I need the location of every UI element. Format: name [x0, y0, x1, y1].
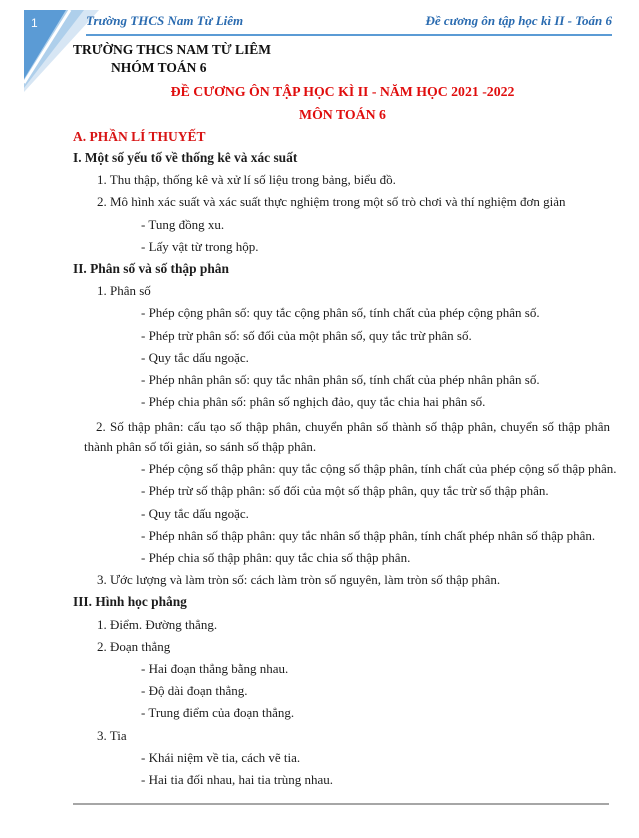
sub-item: - Quy tắc dấu ngoặc.	[141, 505, 249, 521]
sub-item: - Phép cộng số thập phân: quy tắc cộng số thập phân, tính chất của phép cộng số thập phân.	[141, 461, 617, 477]
sub-item: - Phép trừ phân số: số đối của một phân số, quy tắc trừ phân số.	[141, 327, 472, 343]
list-item: 2. Mô hình xác suất và xác suất thực nghiệm trong một số trò chơi và thí nghiệm đơn giản	[97, 194, 566, 210]
document-body	[0, 150, 639, 794]
header-doc-name: Đề cương ôn tập học kì II - Toán 6	[425, 13, 612, 28]
document-subject: MÔN TOÁN 6	[299, 107, 386, 122]
sub-item: - Tung đồng xu.	[141, 216, 225, 232]
sub-item: - Lấy vật từ trong hộp.	[141, 238, 259, 254]
section-heading: I. Một số yếu tố về thống kê và xác suất	[73, 150, 298, 165]
page-number-badge: 1	[31, 16, 38, 30]
sub-item: - Khái niệm về tia, cách vẽ tia.	[141, 749, 301, 765]
school-title-line1: TRƯỜNG THCS NAM TỪ LIÊM	[73, 42, 272, 57]
footer-rule	[73, 803, 609, 805]
list-item: 3. Tia	[97, 727, 127, 743]
list-item: 1. Phân số	[97, 283, 151, 299]
header-school-name: Trường THCS Nam Từ Liêm	[86, 13, 244, 28]
sub-item: - Phép chia số thập phân: quy tắc chia số thập phân.	[141, 550, 411, 565]
sub-item: - Độ dài đoạn thẳng.	[141, 683, 248, 699]
list-item: 2. Đoạn thẳng	[97, 638, 171, 654]
sub-item: - Phép trừ số thập phân: số đối của một số thập phân, quy tắc trừ số thập phân.	[141, 483, 549, 499]
list-item: 1. Điểm. Đường thẳng.	[97, 616, 218, 632]
school-title-line2: NHÓM TOÁN 6	[111, 60, 207, 75]
paragraph: 2. Số thập phân: cấu tạo số thập phân, chuyển phân số thành số thập phân, chuyển số thập phân thành phân số tối giản, so sánh số thập phân.	[84, 419, 610, 454]
sub-item: - Phép nhân phân số: quy tắc nhân phân số, tính chất của phép nhân phân số.	[141, 371, 540, 387]
document-title: ĐỀ CƯƠNG ÔN TẬP HỌC KÌ II - NĂM HỌC 2021 -2022	[170, 84, 515, 99]
running-header	[86, 13, 612, 29]
sub-item: - Hai tia đối nhau, hai tia trùng nhau.	[141, 771, 334, 787]
sub-item: - Phép cộng phân số: quy tắc cộng phân số, tính chất của phép cộng phân số.	[141, 305, 540, 321]
list-item: 3. Ước lượng và làm tròn số: cách làm tròn số nguyên, làm tròn số thập phân.	[97, 572, 501, 588]
sub-item: - Trung điểm của đoạn thẳng.	[141, 705, 295, 721]
header-rule	[86, 34, 612, 36]
sub-item: - Quy tắc dấu ngoặc.	[141, 349, 249, 365]
sub-item: - Hai đoạn thẳng bằng nhau.	[141, 660, 289, 676]
section-a-heading: A. PHẦN LÍ THUYẾT	[73, 129, 206, 144]
sub-item: - Phép chia phân số: phân số nghịch đảo, quy tắc chia hai phân số.	[141, 394, 486, 410]
sub-item: - Phép nhân số thập phân: quy tắc nhân số thập phân, tính chất phép nhân số thập phân.	[141, 527, 596, 543]
section-heading: II. Phân số và số thập phân	[73, 260, 229, 276]
list-item: 1. Thu thập, thống kê và xử lí số liệu trong bảng, biểu đồ.	[97, 172, 396, 188]
section-heading: III. Hình học phẳng	[73, 594, 187, 610]
